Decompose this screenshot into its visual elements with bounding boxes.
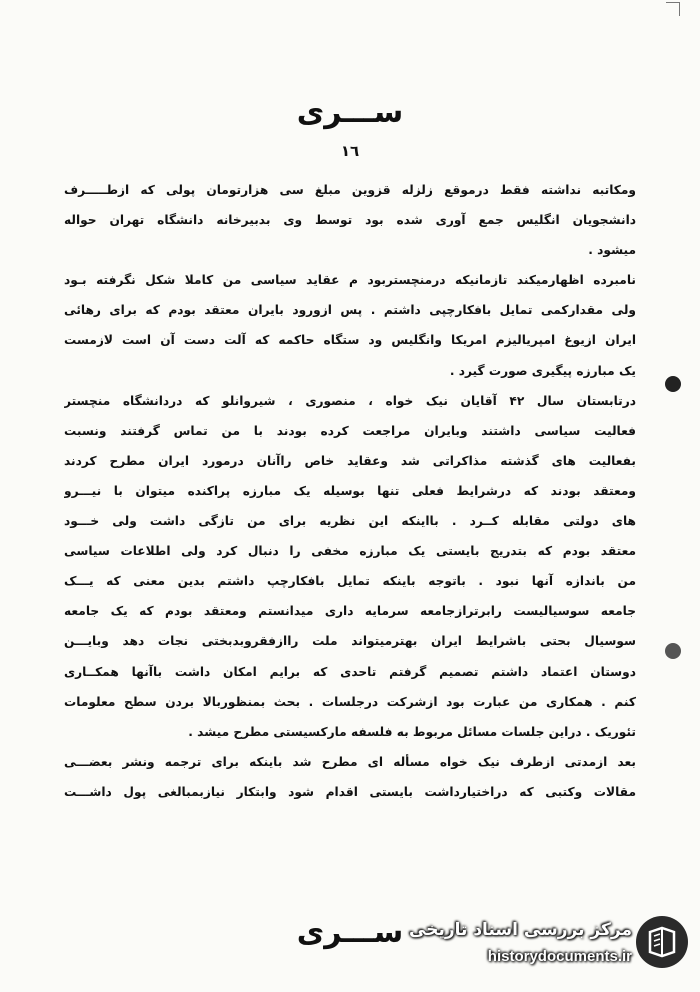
text-line: کنم . همکاری من عبارت بود ازشرکت درجلسات . بحث بمنظوربالا بردن سطح معلومات [64,694,636,709]
header-classification: ســـری [296,95,404,130]
text-line: تئوریک . دراین جلسات مسائل مربوط به فلسفه مارکسیستی مطرح میشد . [188,724,636,739]
text-line: درتابستان سال ۴۲ آقایان نیک خواه ، منصوری ، شیروانلو که دردانشگاه منچستر [64,393,636,408]
text-line: جامعه سوسیالیست رابرترازجامعه سرمایه داری میدانستم ومعتقد بودم که یک جامعه [64,604,636,619]
text-line: معتقد بودم که بتدریج بایستی یک مبارزه مخفی را دنبال کرد ولی اطلاعات سیاسی [64,544,636,559]
text-line: ومعتقد بودند که درشرایط فعلی تنها بوسیله یک مبارزه پراکنده میتوان با نیـــرو [64,483,636,498]
punch-hole [665,376,681,392]
text-line: میشود . [588,243,636,258]
text-line: سوسیال بحتی باشرایط ایران بهترمیتواند ملت راازفقروبدبختی نجات دهد وبایـــن [64,634,636,649]
archive-logo-icon [636,916,688,968]
watermark [409,912,688,982]
text-line: ولی مقدارکمی تمایل بافکارچپی داشتم . پس ازورود بایران معتقد بودم که برای رهائی [64,303,636,318]
corner-mark [679,2,680,16]
text-line: بعد ازمدتی ازطرف نیک خواه مسأله ای مطرح شد باینکه برای ترجمه ونشر بعضـــی [64,754,636,769]
text-line: مقالات وکتبی که دراختیارداشت بایستی اقدام شود وابتکار نیازبمبالغی پول داشـــت [64,784,636,799]
text-line: یک مبارزه پیگیری صورت گیرد . [449,363,636,378]
text-line: فعالیت سیاسی داشتند وبایران مراجعت کرده بودند با من تماس گرفتند ونسبت [64,423,636,438]
text-line: دوستان اعتماد داشتم تصمیم گرفتم تاحدی که برایم امکان داشت باآنها همکــاری [64,664,636,679]
text-line: نامبرده اظهارمیکند تازمانیکه درمنچستربود م عقاید سیاسی من کاملا شکل نگرفته بـود [64,273,636,288]
text-line: من باندازه آنها نبود . باتوجه باینکه تمایل بافکارچپ داشتم بدین معنی که یـــک [64,574,636,589]
text-line: بفعالیت های گذشته مذاکراتی شد وعقاید خاص راآنان درمورد ایران مطرح کردند [64,453,636,468]
text-line: دانشجویان انگلیس جمع آوری شده بود توسط وی بدبیرخانه دانشگاه تهران حواله [64,213,636,228]
footer-classification: ســـری [296,915,404,950]
page-number: ١٦ [340,142,360,160]
punch-hole [665,643,681,659]
text-line: ایران ازیوغ امپریالیزم امریکا وانگلیس ود ستگاه حاکمه که آلت دست آن است لازمست [64,333,636,348]
text-line: ومکاتبه نداشته فقط درموقع زلزله قزوین مبلغ سی هزارتومان پولی که ازطـــــرف [64,183,636,197]
corner-mark [666,2,680,3]
text-line: های دولتی مقابله کــرد . بااینکه این نظریه برای من تازگی داشت ولی خـــود [64,514,636,529]
watermark-title: مرکز بررسی اسناد تاریخی [409,920,632,940]
watermark-url: historydocuments.ir [487,948,632,965]
document-body [64,175,636,807]
